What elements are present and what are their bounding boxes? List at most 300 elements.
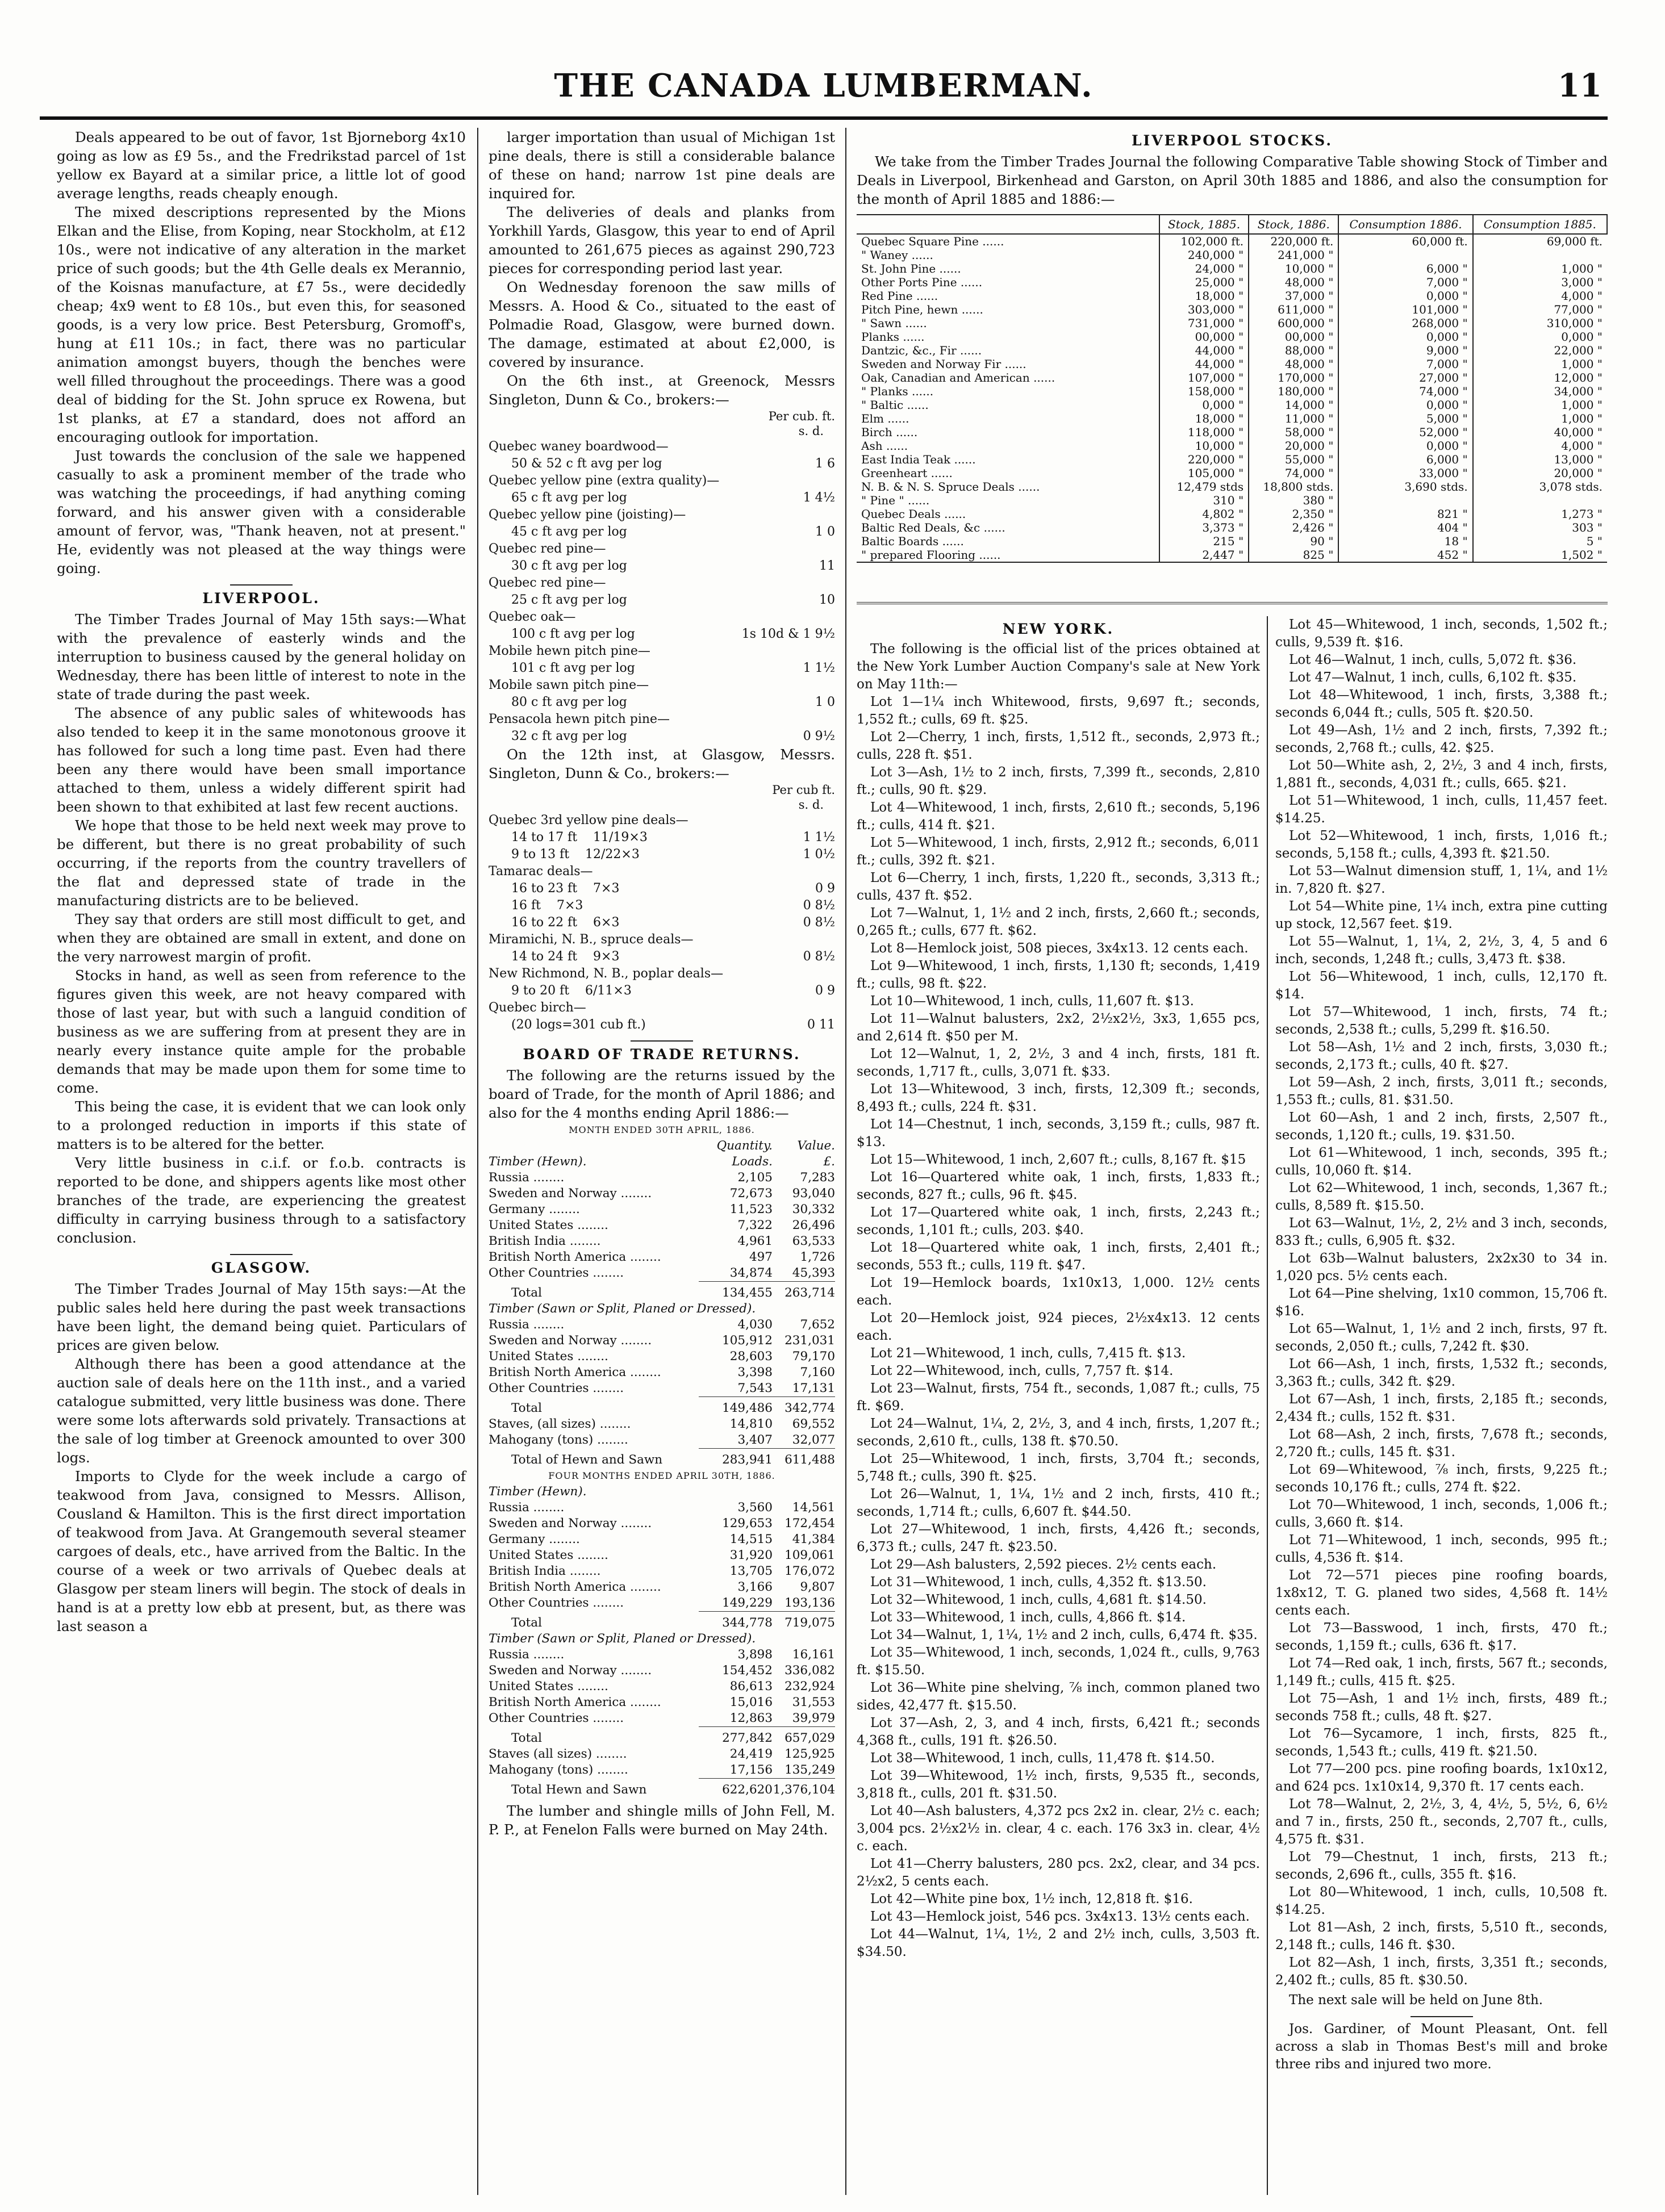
table-row — [489, 1500, 835, 1516]
paragraph: Lot 29—Ash balusters, 2,592 pieces. 2½ cents each. — [870, 1557, 1217, 1572]
fenelon-falls-note: The lumber and shingle mills of John Fell, M. P. P., at Fenelon Falls were burned on May 24th. — [489, 1803, 835, 1838]
paragraph: The mixed descriptions represented by the Mions Elkan and the Elise, from Koping, near Stockholm, at £12 10s., were not indicative of any alteration in the market price of such goods; but the 4th Gelle deals ex Merannio, of the Koisnas manufacture, at £7 5s., were decidedly cheap; 4x9 went to £8 10s., but even this, for seasoned goods, is a very low price. Best Petersburg, Gromoff's, hung at £11 10s.; in fact, there was no particular animation amongst buyers, though the benches were well filled throughout the proceedings. There was a good deal of bidding for the St. John spruce ex Rowena, but 1st planks, at £7 a standard, does not afford an encouraging outlook for importation. — [57, 204, 466, 445]
table-row — [489, 1711, 835, 1727]
timber-type-cell: Other Ports Pine ...... — [857, 275, 1159, 289]
stock-value-cell: 55,000 " — [1249, 453, 1338, 466]
glasgow-heading: GLASGOW. — [211, 1260, 312, 1276]
paragraph: Lot 17—Quartered white oak, 1 inch, firsts, 2,243 ft.; seconds, 1,101 ft.; culls, 203. $40. — [857, 1205, 1260, 1237]
price-value: 1 0 — [815, 525, 835, 539]
country-cell: United States ........ — [489, 1679, 608, 1694]
paragraph: Lot 8—Hemlock joist, 508 pieces, 3x4x13. 12 cents each. — [870, 941, 1249, 956]
price-spec: 14 to 24 ft 9×3 — [511, 950, 620, 964]
table-row — [489, 1349, 835, 1365]
paragraph: Lot 46—Walnut, 1 inch, culls, 5,072 ft. $36. — [1289, 653, 1577, 667]
value-cell: 657,029 — [773, 1727, 835, 1747]
quantity-cell: 497 — [749, 1250, 773, 1264]
stock-value-cell: 2,350 " — [1249, 507, 1338, 521]
stock-value-cell: 0,000 " — [1338, 289, 1472, 303]
stock-value-cell: 4,000 " — [1561, 289, 1603, 303]
price-label: Mobile sawn pitch pine— — [489, 678, 649, 692]
separator — [631, 1040, 693, 1042]
quantity-cell: 129,653 — [722, 1516, 773, 1531]
paragraph: Lot 6—Cherry, 1 inch, firsts, 1,220 ft., seconds, 3,313 ft.; culls, 437 ft. $52. — [857, 871, 1260, 903]
table-row — [857, 275, 1607, 289]
stock-value-cell: 220,000 ft. — [1249, 234, 1338, 248]
country-cell: Germany ........ — [489, 1202, 580, 1216]
stock-value-cell: 74,000 " — [1338, 384, 1472, 398]
value-cell: 63,533 — [792, 1234, 835, 1248]
hewn-label: Timber (Hewn). — [489, 1485, 587, 1499]
value-cell: 39,979 — [792, 1711, 835, 1725]
stock-value-cell: 58,000 " — [1249, 425, 1338, 439]
country-cell: Total — [511, 1285, 542, 1300]
stock-value-cell: 3,000 " — [1561, 275, 1603, 289]
sawn-label: Timber (Sawn or Split, Planed or Dressed). — [489, 1632, 756, 1646]
paragraph: Lot 20—Hemlock joist, 924 pieces, 2½x4x13. 12 cents each. — [857, 1311, 1260, 1343]
quantity-cell: 12,863 — [729, 1711, 773, 1725]
country-cell: Mahogany (tons) ........ — [489, 1763, 628, 1778]
stock-value-cell: 13,000 " — [1554, 453, 1603, 466]
paragraph: Lot 62—Whitewood, 1 inch, seconds, 1,367 ft.; culls, 8,589 ft. $15.50. — [1275, 1181, 1608, 1213]
quantity-cell: 105,912 — [722, 1333, 773, 1348]
table-row — [489, 1218, 835, 1233]
stock-value-cell: 24,000 " — [1159, 262, 1249, 275]
column-1 — [57, 128, 466, 2195]
stock-value-cell: 14,000 " — [1249, 398, 1338, 412]
paragraph: Lot 64—Pine shelving, 1x10 common, 15,706 ft. $16. — [1275, 1286, 1608, 1319]
stock-value-cell: 404 " — [1338, 521, 1472, 534]
timber-type-cell: Red Pine ...... — [857, 289, 1159, 303]
price-row — [489, 728, 835, 745]
country-cell: Total — [511, 1615, 542, 1630]
paragraph: Lot 15—Whitewood, 1 inch, 2,607 ft.; culls, 8,167 ft. $15 — [870, 1152, 1246, 1167]
stock-value-cell: 5,000 " — [1338, 412, 1472, 425]
price-spec: 9 to 13 ft 12/22×3 — [511, 847, 640, 862]
table-row — [489, 1647, 835, 1663]
price-row — [489, 914, 835, 931]
paragraph: Lot 7—Walnut, 1, 1½ and 2 inch, firsts, 2,660 ft.; seconds, 0,265 ft.; culls, 677 ft. $62. — [857, 906, 1260, 938]
price-subheader: s. d. — [798, 424, 824, 438]
paragraph: Lot 22—Whitewood, inch, culls, 7,757 ft. $14. — [870, 1364, 1174, 1378]
stock-value-cell: 18 " — [1338, 534, 1472, 548]
table-row — [857, 439, 1607, 453]
price-spec: 101 c ft avg per log — [511, 661, 635, 675]
country-cell: Total — [511, 1730, 542, 1745]
paragraph: Lot 11—Walnut balusters, 2x2, 2½x2½, 3x3, 1,655 pcs, and 2,614 ft. $50 per M. — [857, 1011, 1260, 1044]
paragraph: Lot 4—Whitewood, 1 inch, firsts, 2,610 ft.; seconds, 5,196 ft.; culls, 414 ft. $21. — [857, 800, 1260, 833]
stock-value-cell: 0,000 " — [1338, 398, 1472, 412]
stock-value-cell: 180,000 " — [1249, 384, 1338, 398]
price-spec: 80 c ft avg per log — [511, 695, 627, 709]
paragraph: Lot 50—White ash, 2, 2½, 3 and 4 inch, firsts, 1,881 ft., seconds, 4,031 ft.; culls, 665. $21. — [1275, 758, 1608, 791]
paragraph: Lot 55—Walnut, 1, 1¼, 2, 2½, 3, 4, 5 and 6 inch, seconds, 1,248 ft.; culls, 3,473 ft. $38. — [1275, 934, 1608, 967]
liverpool-stocks-table — [857, 214, 1608, 563]
stock-value-cell: 33,000 " — [1338, 466, 1472, 480]
glasgow-continued — [489, 128, 835, 409]
paragraph: Lot 44—Walnut, 1¼, 1½, 2 and 2½ inch, culls, 3,503 ft. $34.50. — [857, 1927, 1260, 1959]
value-cell: 193,136 — [784, 1596, 835, 1610]
paragraph: Lot 67—Ash, 1 inch, firsts, 2,185 ft.; seconds, 2,434 ft.; culls, 152 ft. $31. — [1275, 1392, 1608, 1424]
paragraph: Lot 33—Whitewood, 1 inch, culls, 4,866 ft. $14. — [870, 1610, 1186, 1625]
stock-value-cell: 1,000 " — [1561, 357, 1603, 371]
table-row — [489, 1381, 835, 1397]
stock-value-cell: 18,800 stds. — [1249, 480, 1338, 494]
country-cell: British North America ........ — [489, 1580, 661, 1594]
quantity-cell: 24,419 — [729, 1747, 773, 1761]
stock-value-cell: 12,479 stds — [1159, 480, 1249, 494]
table-row — [489, 1432, 835, 1449]
paragraph: Lot 53—Walnut dimension stuff, 1, 1¼, and 1½ in. 7,820 ft. $27. — [1275, 864, 1608, 896]
country-cell: United States ........ — [489, 1349, 608, 1364]
price-row — [489, 490, 835, 507]
quantity-cell: 14,515 — [729, 1532, 773, 1546]
price-value: 1 4½ — [803, 491, 835, 505]
price-header: Per cub ft. — [772, 783, 835, 797]
table-row — [489, 1679, 835, 1695]
paragraph: Lot 14—Chestnut, 1 inch, seconds, 3,159 ft.; culls, 987 ft. $13. — [857, 1117, 1260, 1149]
paragraph: Lot 73—Basswood, 1 inch, firsts, 470 ft.; seconds, 1,159 ft.; culls, 636 ft. $17. — [1275, 1621, 1608, 1653]
quantity-cell: 4,030 — [737, 1318, 773, 1332]
quantity-cell: 3,407 — [737, 1433, 773, 1447]
separator — [1411, 2016, 1473, 2017]
paragraph: Although there has been a good attendance at the auction sale of deals here on the 11th inst., and a varied catalogue submitted, very little business was done. There were some lots afterwards sold privately. Transactions at the sale of log timber at Greenock amounted to over 300 logs. — [57, 1356, 466, 1466]
stock-value-cell: 88,000 " — [1249, 344, 1338, 357]
table-row — [489, 1595, 835, 1612]
price-value: 11 — [819, 559, 835, 573]
country-cell: British India ........ — [489, 1564, 601, 1578]
price-value: 0 8½ — [803, 898, 835, 913]
country-cell: Germany ........ — [489, 1532, 580, 1546]
paragraph: Lot 26—Walnut, 1, 1¼, 1½ and 2 inch, firsts, 410 ft.; seconds, 1,714 ft.; culls, 6,607 ft. $44.50. — [857, 1487, 1260, 1519]
quantity-cell: 15,016 — [729, 1695, 773, 1709]
stock-value-cell: 6,000 " — [1338, 453, 1472, 466]
paragraph: Lot 43—Hemlock joist, 546 pcs. 3x4x13. 13½ cents each. — [870, 1909, 1250, 1924]
paragraph: Lot 37—Ash, 2, 3, and 4 inch, firsts, 6,421 ft.; seconds 4,368 ft., culls, 191 ft. $26.50. — [857, 1716, 1260, 1748]
new-york-continued — [1275, 616, 1608, 2195]
table-row — [489, 1532, 835, 1548]
price-row — [489, 592, 835, 609]
stock-value-cell: 1,000 " — [1561, 398, 1603, 412]
price-label: Quebec red pine— — [489, 542, 606, 556]
masthead-rule — [40, 116, 1608, 120]
price-row — [489, 626, 835, 643]
price-row — [489, 1017, 835, 1034]
price-value: 0 8½ — [803, 915, 835, 930]
price-value: 1 6 — [815, 457, 835, 471]
price-header: Per cub. ft. — [768, 409, 835, 423]
price-label: Tamarac deals— — [489, 864, 593, 879]
paragraph: Lot 32—Whitewood, 1 inch, culls, 4,681 ft. $14.50. — [870, 1592, 1207, 1607]
stock-value-cell: 18,000 " — [1159, 412, 1249, 425]
timber-type-cell: " Pine " ...... — [857, 494, 1159, 507]
paragraph: Lot 69—Whitewood, ⅞ inch, firsts, 9,225 ft.; seconds 10,176 ft.; culls, 274 ft. $22. — [1275, 1462, 1608, 1495]
stock-value-cell: 10,000 " — [1249, 262, 1338, 275]
country-cell: Sweden and Norway ........ — [489, 1333, 652, 1348]
price-row — [489, 982, 835, 1000]
quantity-cell: 3,398 — [737, 1365, 773, 1379]
paragraph: Lot 52—Whitewood, 1 inch, firsts, 1,016 ft.; seconds, 5,158 ft.; culls, 4,393 ft. $21.50. — [1275, 829, 1608, 861]
paragraph: Lot 1—1¼ inch Whitewood, firsts, 9,697 ft.; seconds, 1,552 ft.; culls, 69 ft. $25. — [857, 695, 1260, 727]
table-row — [489, 1333, 835, 1349]
hewn-label: Timber (Hewn). — [489, 1155, 587, 1169]
price-label: Quebec waney boardwood— — [489, 440, 669, 454]
price-row — [489, 897, 835, 914]
lot-list-a — [857, 693, 1260, 1961]
value-cell: 7,283 — [800, 1170, 835, 1185]
quantity-cell: 3,560 — [737, 1500, 773, 1515]
table-row — [857, 507, 1607, 521]
price-label: Quebec oak— — [489, 610, 576, 624]
stock-value-cell: 52,000 " — [1338, 425, 1472, 439]
total-row — [489, 1397, 835, 1417]
country-cell: British North America ........ — [489, 1250, 661, 1264]
value-cell: 611,488 — [773, 1449, 835, 1469]
value-cell: 41,384 — [792, 1532, 835, 1546]
country-cell: Russia ........ — [489, 1500, 565, 1515]
stock-value-cell: 303,000 " — [1159, 303, 1249, 316]
stock-value-cell: 0,000 " — [1159, 398, 1249, 412]
value-cell: 336,082 — [784, 1663, 835, 1678]
price-row — [489, 660, 835, 677]
price-row — [489, 948, 835, 965]
price-label: Miramichi, N. B., spruce deals— — [489, 933, 694, 947]
quantity-cell: 4,961 — [737, 1234, 773, 1248]
value-cell: 1,376,104 — [773, 1779, 835, 1799]
country-cell: Total Hewn and Sawn — [511, 1782, 647, 1797]
country-cell: British North America ........ — [489, 1365, 661, 1379]
stock-value-cell: 611,000 " — [1249, 303, 1338, 316]
gardiner-note: Jos. Gardiner, of Mount Pleasant, Ont. fell across a slab in Thomas Best's mill and broke three ribs and injured two more. — [1275, 2022, 1608, 2072]
paragraph: This being the case, it is evident that we can look only to a prolonged reduction in imports if this state of matters is to be altered for the better. — [57, 1098, 466, 1152]
quantity-cell: 3,166 — [737, 1580, 773, 1594]
quantity-cell: 17,156 — [729, 1763, 773, 1777]
paragraph: Lot 75—Ash, 1 and 1½ inch, firsts, 489 ft.; seconds 758 ft.; culls, 48 ft. $27. — [1275, 1691, 1608, 1724]
stock-value-cell: 25,000 " — [1159, 275, 1249, 289]
price-row — [489, 880, 835, 897]
price-label: Mobile hewn pitch pine— — [489, 644, 650, 658]
price-spec: 32 c ft avg per log — [511, 729, 627, 743]
price-label: Quebec yellow pine (joisting)— — [489, 508, 686, 522]
stock-value-cell: 48,000 " — [1249, 275, 1338, 289]
stock-value-cell: 11,000 " — [1249, 412, 1338, 425]
stock-value-cell: 27,000 " — [1338, 371, 1472, 384]
table-row — [857, 548, 1607, 562]
table-row — [857, 384, 1607, 398]
table-row — [857, 262, 1607, 275]
price-row — [489, 455, 835, 472]
paragraph: Lot 68—Ash, 2 inch, firsts, 7,678 ft.; seconds, 2,720 ft.; culls, 145 ft. $31. — [1275, 1427, 1608, 1460]
stock-value-cell: 0,000 " — [1338, 330, 1472, 344]
separator — [230, 584, 293, 586]
glasgow-brokers-paragraph: On the 12th inst, at Glasgow, Messrs. Singleton, Dunn & Co., brokers:— — [489, 746, 835, 781]
stock-value-cell: 731,000 " — [1159, 316, 1249, 330]
stock-value-cell: 380 " — [1249, 494, 1338, 507]
value-cell: 1,726 — [800, 1250, 835, 1264]
paragraph: On the 6th inst., at Greenock, Messrs Singleton, Dunn & Co., brokers:— — [489, 373, 835, 408]
country-cell: British India ........ — [489, 1234, 601, 1248]
stock-value-cell: 5 " — [1586, 534, 1603, 548]
paragraph: Lot 10—Whitewood, 1 inch, culls, 11,607 ft. $13. — [870, 994, 1194, 1009]
price-row — [489, 829, 835, 846]
stock-value-cell: 310 " — [1159, 494, 1249, 507]
new-york-intro: The following is the official list of the prices obtained at the New York Lumber Auction Company's sale at New York on May 11th:— — [857, 642, 1260, 692]
quantity-cell: 283,941 — [699, 1449, 773, 1469]
stock-value-cell: 241,000 " — [1249, 248, 1338, 262]
timber-type-cell: Baltic Boards ...... — [857, 534, 1159, 548]
stock-value-cell: 60,000 ft. — [1338, 234, 1472, 248]
stock-value-cell: 1,502 " — [1473, 548, 1607, 562]
country-cell: Mahogany (tons) ........ — [489, 1433, 628, 1448]
price-spec: (20 logs=301 cub ft.) — [511, 1018, 646, 1032]
paragraph: Lot 74—Red oak, 1 inch, firsts, 567 ft.; seconds, 1,149 ft.; culls, 415 ft. $25. — [1275, 1656, 1608, 1688]
paragraph: Lot 19—Hemlock boards, 1x10x13, 1,000. 12½ cents each. — [857, 1276, 1260, 1308]
stock-value-cell: 170,000 " — [1249, 371, 1338, 384]
value-cell: 7,652 — [800, 1318, 835, 1332]
country-cell: Other Countries ........ — [489, 1381, 624, 1396]
greenock-prices — [489, 438, 835, 745]
stock-value-cell: 240,000 " — [1159, 248, 1249, 262]
timber-type-cell: " Waney ...... — [857, 248, 1159, 262]
paragraph: Lot 81—Ash, 2 inch, firsts, 5,510 ft., seconds, 2,148 ft.; culls, 146 ft. $30. — [1275, 1920, 1608, 1952]
country-cell: Other Countries ........ — [489, 1266, 624, 1281]
price-label: Quebec yellow pine (extra quality)— — [489, 474, 720, 488]
quantity-cell: 154,452 — [722, 1663, 773, 1678]
masthead — [40, 67, 1608, 112]
stock-value-cell: 268,000 " — [1338, 316, 1472, 330]
paragraph: Lot 36—White pine shelving, ⅞ inch, common planed two sides, 42,477 ft. $15.50. — [857, 1680, 1260, 1713]
paragraph: Lot 51—Whitewood, 1 inch, culls, 11,457 feet. $14.25. — [1275, 793, 1608, 826]
paragraph: Lot 79—Chestnut, 1 inch, firsts, 213 ft.; seconds, 2,696 ft., culls, 355 ft. $16. — [1275, 1850, 1608, 1882]
price-spec: 65 c ft avg per log — [511, 491, 627, 505]
quantity-cell: 7,322 — [737, 1218, 773, 1232]
stock-value-cell: 4,802 " — [1159, 507, 1249, 521]
country-cell: Other Countries ........ — [489, 1711, 624, 1726]
paragraph: Lot 13—Whitewood, 3 inch, firsts, 12,309 ft.; seconds, 8,493 ft.; culls, 224 ft. $31. — [857, 1082, 1260, 1114]
stock-value-cell: 101,000 " — [1338, 303, 1472, 316]
stocks-bottom-rule — [857, 602, 1608, 604]
deals-paragraphs — [57, 128, 466, 578]
paragraph: Lot 48—Whitewood, 1 inch, firsts, 3,388 ft.; seconds 6,044 ft.; culls, 505 ft. $20.50. — [1275, 688, 1608, 720]
table-row — [489, 1695, 835, 1711]
country-cell: Russia ........ — [489, 1647, 565, 1662]
quantity-cell: 72,673 — [729, 1186, 773, 1201]
paragraph: Lot 82—Ash, 1 inch, firsts, 3,351 ft.; seconds, 2,402 ft.; culls, 85 ft. $30.50. — [1275, 1955, 1608, 1988]
quantity-cell: 3,898 — [737, 1647, 773, 1662]
value-cell: 125,925 — [784, 1747, 835, 1761]
price-value: 0 9 — [815, 881, 835, 896]
price-spec: 9 to 20 ft 6/11×3 — [511, 984, 632, 998]
paragraph: Lot 72—571 pieces pine roofing boards, 1x8x12, T. G. planed two sides, 4,568 ft. 14½ cents each. — [1275, 1568, 1608, 1618]
liverpool-heading: LIVERPOOL. — [202, 590, 320, 607]
stock-value-cell: 2,426 " — [1249, 521, 1338, 534]
stock-value-cell: 452 " — [1338, 548, 1472, 562]
country-cell: Total of Hewn and Sawn — [511, 1452, 663, 1467]
timber-type-cell: Planks ...... — [857, 330, 1159, 344]
table-row — [857, 303, 1607, 316]
value-cell: 7,160 — [800, 1365, 835, 1379]
column-rule-3 — [1267, 616, 1268, 2195]
timber-type-cell: Baltic Red Deals, &c ...... — [857, 521, 1159, 534]
paragraph: Lot 2—Cherry, 1 inch, firsts, 1,512 ft., seconds, 2,973 ft.; culls, 228 ft. $51. — [857, 730, 1260, 762]
quantity-cell: 34,874 — [729, 1266, 773, 1280]
stock-value-cell: 3,373 " — [1159, 521, 1249, 534]
total-row — [489, 1282, 835, 1302]
value-cell: 14,561 — [792, 1500, 835, 1515]
stock-value-cell: 0,000 " — [1561, 330, 1603, 344]
paragraph: Lot 18—Quartered white oak, 1 inch, firsts, 2,401 ft.; seconds, 553 ft.; culls, 119 ft. $47. — [857, 1240, 1260, 1273]
value-cell: 176,072 — [784, 1564, 835, 1578]
table-row — [489, 1186, 835, 1202]
table-row — [857, 425, 1607, 439]
quantity-cell: 28,603 — [729, 1349, 773, 1364]
quantity-header: Quantity. — [716, 1139, 773, 1153]
country-cell: Other Countries ........ — [489, 1596, 624, 1611]
paragraph: Lot 25—Whitewood, 1 inch, firsts, 3,704 ft.; seconds, 5,748 ft.; culls, 390 ft. $25. — [857, 1452, 1260, 1484]
value-unit: £. — [823, 1155, 835, 1169]
paragraph: Lot 23—Walnut, firsts, 754 ft., seconds, 1,087 ft.; culls, 75 ft. $69. — [857, 1381, 1260, 1414]
value-cell: 109,061 — [784, 1548, 835, 1562]
paragraph: Lot 63b—Walnut balusters, 2x2x30 to 34 in. 1,020 pcs. 5½ cents each. — [1275, 1251, 1608, 1283]
timber-type-cell: Ash ...... — [857, 439, 1159, 453]
table-row — [489, 1233, 835, 1249]
paragraph: Lot 66—Ash, 1 inch, firsts, 1,532 ft.; seconds, 3,363 ft.; culls, 342 ft. $29. — [1275, 1357, 1608, 1389]
table-row — [489, 1516, 835, 1532]
price-spec: 30 c ft avg per log — [511, 559, 627, 573]
table-row — [857, 234, 1607, 248]
table-row — [489, 1249, 835, 1265]
stock-value-cell: 20,000 " — [1554, 466, 1603, 480]
paragraph: Lot 59—Ash, 2 inch, firsts, 3,011 ft.; seconds, 1,553 ft.; culls, 81. $31.50. — [1275, 1075, 1608, 1107]
value-cell: 135,249 — [784, 1763, 835, 1777]
timber-type-cell: Sweden and Norway Fir ...... — [857, 357, 1159, 371]
value-cell: 26,496 — [792, 1218, 835, 1232]
table-row — [857, 494, 1607, 507]
table-row — [857, 344, 1607, 357]
table-row — [489, 1563, 835, 1579]
table-row — [489, 1762, 835, 1779]
quantity-cell: 13,705 — [729, 1564, 773, 1578]
paragraph: Lot 77—200 pcs. pine roofing boards, 1x10x12, and 624 pcs. 1x10x14, 9,370 ft. 17 cents each. — [1275, 1762, 1608, 1794]
total-row — [489, 1727, 835, 1747]
table-row — [857, 521, 1607, 534]
timber-type-cell: Quebec Square Pine ...... — [857, 234, 1159, 248]
stock-value-cell: 20,000 " — [1249, 439, 1338, 453]
price-value: 1 1½ — [803, 661, 835, 675]
glasgow-paragraphs — [57, 1279, 466, 1636]
stock-value-cell: 00,000 " — [1249, 330, 1338, 344]
paragraph: The absence of any public sales of whitewoods has also tended to keep it in the same monotonous groove it has followed for such a long time past. Even had there been any there would have been small importance attached to them, unless a widely different spirit had been shown to that exhibited at last few recent auctions. — [57, 705, 466, 815]
stock-value-cell — [1473, 248, 1607, 262]
stock-value-cell: 34,000 " — [1554, 384, 1603, 398]
new-york-heading: NEW YORK. — [1002, 621, 1115, 637]
timber-type-cell: " Baltic ...... — [857, 398, 1159, 412]
paragraph: Lot 16—Quartered white oak, 1 inch, firsts, 1,833 ft.; seconds, 827 ft.; culls, 96 ft. $45. — [857, 1170, 1260, 1202]
paragraph: On Wednesday forenoon the saw mills of Messrs. A. Hood & Co., situated to the east of Polmadie Road, Glasgow, were burned down. The damage, estimated at about £2,000, is covered by insurance. — [489, 279, 835, 370]
stock-value-cell — [1338, 248, 1472, 262]
paragraph: Lot 34—Walnut, 1, 1¼, 1½ and 2 inch, culls, 6,474 ft. $35. — [870, 1628, 1258, 1642]
timber-type-cell: Oak, Canadian and American ...... — [857, 371, 1159, 384]
stock-value-cell: 105,000 " — [1159, 466, 1249, 480]
stock-value-cell: 74,000 " — [1249, 466, 1338, 480]
separator — [230, 1254, 293, 1255]
price-spec: 25 c ft avg per log — [511, 593, 627, 607]
column-header: Consumption 1885. — [1473, 215, 1607, 234]
next-sale-note: The next sale will be held on June 8th. — [1289, 1993, 1543, 2008]
board-of-trade-heading: BOARD OF TRADE RETURNS. — [523, 1046, 801, 1063]
price-row — [489, 846, 835, 863]
price-subheader: s. d. — [798, 798, 824, 812]
quantity-cell: 344,778 — [699, 1612, 773, 1632]
